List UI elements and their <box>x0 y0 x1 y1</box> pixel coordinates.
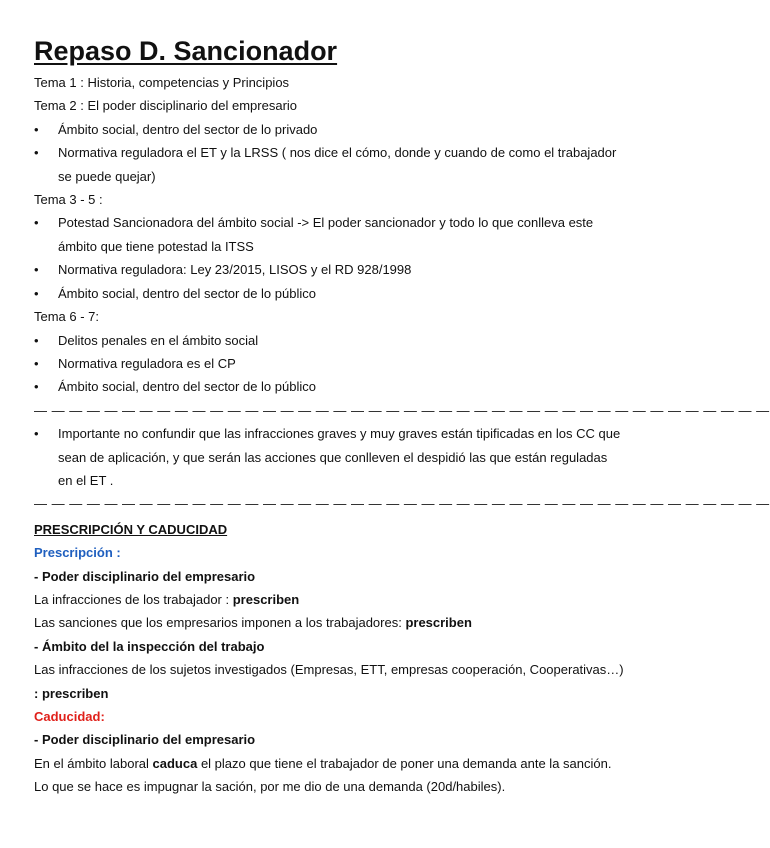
prescripcion-sub-heading: - Ámbito del la inspección del trabajo <box>34 638 265 654</box>
line-bold: prescriben <box>405 615 472 631</box>
caducidad-sub-heading: - Poder disciplinario del empresario <box>34 732 256 748</box>
prescripcion-line <box>34 658 624 705</box>
prescripcion-label: Prescripción : <box>34 545 121 561</box>
importante-list <box>34 422 624 492</box>
caducidad-label: Caducidad: <box>34 709 105 725</box>
document-page <box>34 36 770 799</box>
tema67-list <box>34 329 624 399</box>
list-item: • Potestad Sancionadora del ámbito social -> El poder sancionador y todo lo que conlleva este ámbito que tiene potestad la ITSS <box>34 211 624 258</box>
line-bold: prescriben <box>232 591 300 607</box>
list-item: • Importante no confundir que las infracciones graves y muy graves están tipificadas en los CC que sean de aplicación, y que serán las acciones que conlleven el despidió las que están reguladas en el ET . <box>34 422 624 492</box>
document-title: Repaso D. Sancionador <box>34 36 338 66</box>
tema1-heading: Tema 1 : Historia, competencias y Principios <box>34 75 290 91</box>
separator-line: — — — — — — — — — — — — — — — — — — — — — — — — — — — — — — — — — — — — — — — — — — <box>34 402 770 418</box>
line-text: En el ámbito laboral <box>34 755 153 771</box>
list-item: • Normativa reguladora el ET y la LRSS ( nos dice el cómo, donde y cuando de como el trabajador se puede quejar) <box>34 141 624 188</box>
prescripcion-sub-heading: - Poder disciplinario del empresario <box>34 568 256 584</box>
prescripcion-line <box>34 611 624 634</box>
line-bold: : prescriben <box>34 685 109 701</box>
list-item: • Normativa reguladora es el CP <box>34 352 624 375</box>
prescripcion-line <box>34 588 624 611</box>
line-text: Las sanciones que los empresarios imponen a los trabajadores: <box>34 615 406 631</box>
separator-line: — — — — — — — — — — — — — — — — — — — — — — — — — — — — — — — — — — — — — — — — — — <box>34 496 770 512</box>
section-title: PRESCRIPCIÓN Y CADUCIDAD <box>34 521 228 537</box>
line-text: el plazo que tiene el trabajador de poner una demanda ante la sanción. Lo que se hace es impugnar la sación, por me dio de una demanda (20d/habiles). <box>34 755 612 795</box>
tema67-heading: Tema 6 - 7: <box>34 309 100 325</box>
line-text: Las infracciones de los sujetos investigados (Empresas, ETT, empresas cooperación, Cooperativas…) <box>34 662 624 678</box>
list-item: • Ámbito social, dentro del sector de lo privado <box>34 118 624 141</box>
list-item: • Ámbito social, dentro del sector de lo público <box>34 375 624 398</box>
tema2-list <box>34 118 624 188</box>
tema35-heading: Tema 3 - 5 : <box>34 192 103 208</box>
line-text: La infracciones de los trabajador : <box>34 591 233 607</box>
list-item: • Ámbito social, dentro del sector de lo público <box>34 282 624 305</box>
caducidad-line <box>34 752 624 799</box>
list-item: • Delitos penales en el ámbito social <box>34 329 624 352</box>
list-item: • Normativa reguladora: Ley 23/2015, LISOS y el RD 928/1998 <box>34 258 624 281</box>
tema35-list <box>34 211 624 305</box>
line-bold: caduca <box>152 755 198 771</box>
tema2-heading: Tema 2 : El poder disciplinario del empresario <box>34 98 298 114</box>
